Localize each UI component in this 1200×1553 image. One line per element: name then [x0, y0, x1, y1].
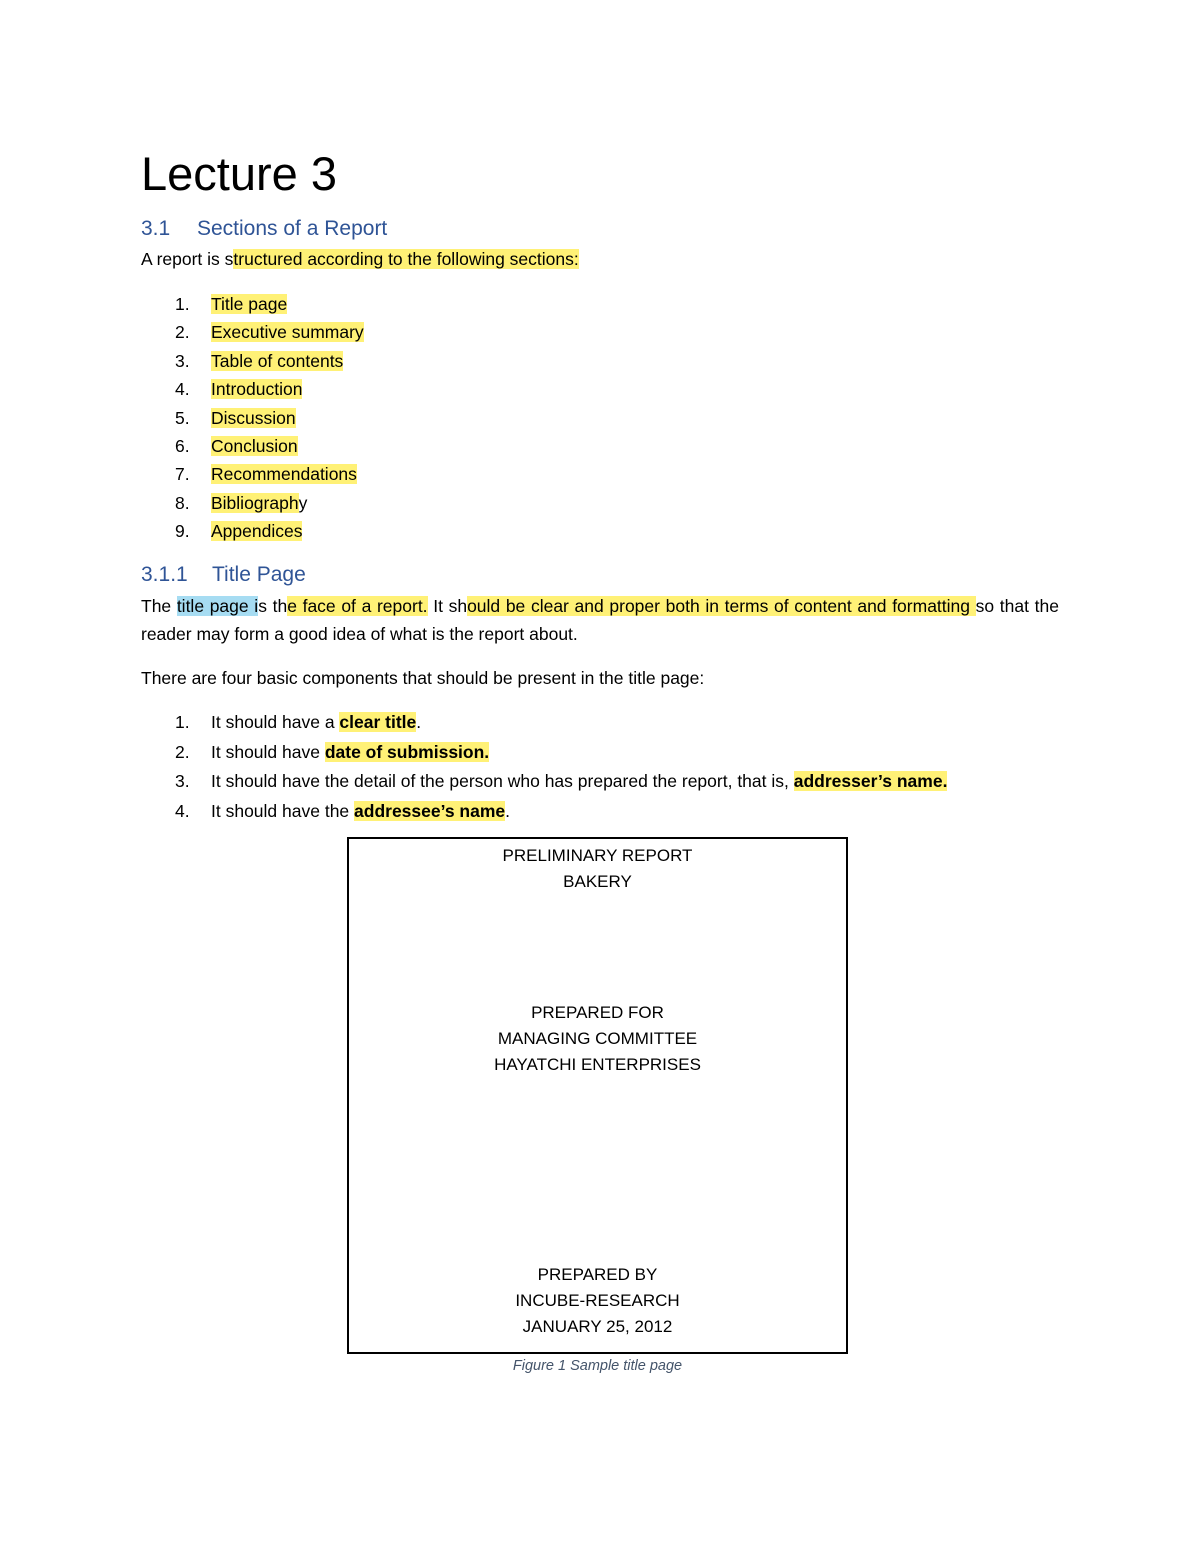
intro-plain: A report is s: [141, 249, 234, 269]
document-page: Lecture 3 3.1 Sections of a Report A report is structured according to the following sections: 1. Title page 2. Executive summary 3. Table of contents 4. Introduction 5. Discussion 6. Conclusion 7. Recommendations 8. Bibliography 9. Appendices 3.1.1 Title Page The title page is the face of a report. It should be clear and proper both in terms of content and formatting so that the reader may form a good idea of what is the report about. There are four basic components that should be present in the title page: 1. It should have a clear title. 2. It should have date of submission. 3. It should have the detail of the person who has prepared the report, that is, addresser’s name. 4. It should have the addressee’s name. PRELIMINARY REPORT BAKERY PREPARED FOR MANAGING COMMITTEE HAYATCHI ENTERPRISES PREPARED BY INCUBE-RESEARCH JANUARY 25, 2012 Figure 1 Sample title page: [141, 147, 1059, 1374]
prepared-for-block: PREPARED FOR MANAGING COMMITTEE HAYATCHI ENTERPRISES: [494, 1003, 701, 1074]
report-title-block: PRELIMINARY REPORT BAKERY: [502, 846, 693, 891]
section-number: 3.1: [141, 217, 171, 240]
section-intro: [141, 245, 1059, 273]
prepared-by-block: PREPARED BY INCUBE-RESEARCH JANUARY 25, 2012: [515, 1265, 680, 1336]
components-intro: There are four basic components that should be present in the title page:: [141, 668, 705, 688]
title-page-paragraph: The title page is the face of a report. It should be clear and proper both in terms of content and formatting so that the reader may form a good idea of what is the report about.: [141, 596, 1059, 644]
sample-title-page-figure: [347, 837, 848, 1354]
section-heading: [141, 216, 387, 241]
subsection-title: Title Page: [212, 563, 306, 586]
subsection-heading: [141, 562, 306, 587]
lecture-title: Lecture 3: [141, 147, 337, 200]
figure-caption: Figure 1 Sample title page: [512, 1358, 683, 1374]
intro-highlight: tructured according to the following sections:: [233, 249, 579, 269]
blue-highlight: title page i: [176, 596, 259, 616]
section-title: Sections of a Report: [197, 217, 388, 240]
subsection-number: 3.1.1: [141, 563, 188, 586]
